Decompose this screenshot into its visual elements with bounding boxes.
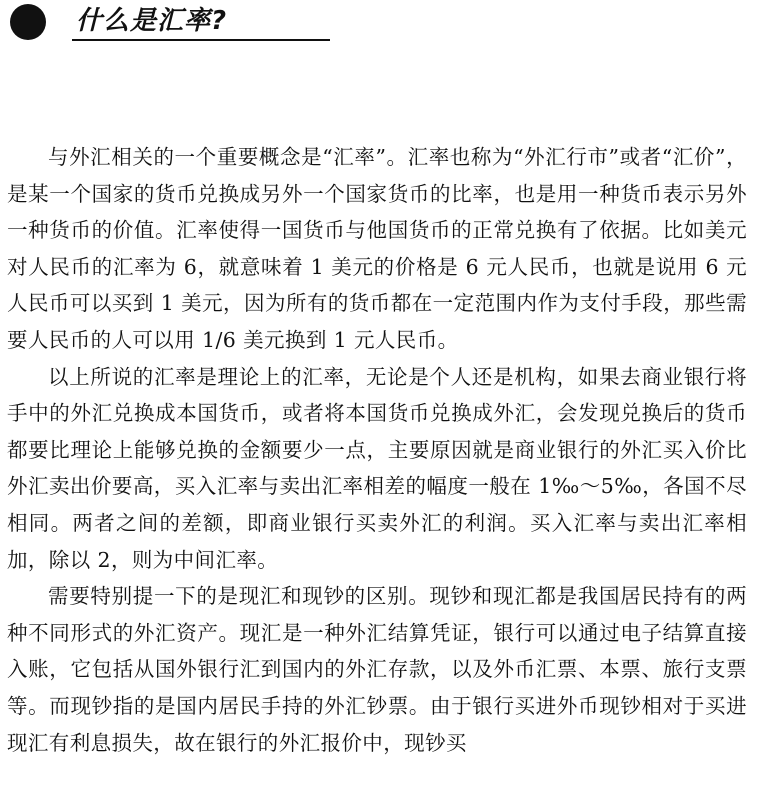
- bullet-icon: [10, 4, 46, 40]
- section-heading: [10, 2, 330, 42]
- paragraph-exchange-rate-definition: 与外汇相关的一个重要概念是“汇率”。汇率也称为“外汇行市”或者“汇价”，是某一个国家的货币兑换成另外一个国家货币的比率，也是用一种货币表示另外一种货币的价值。汇率使得一国货币与他国货币的正常兑换有了依据。比如美元对人民币的汇率为 6，就意味着 1 美元的价格是 6 元人民币，也就是说用 6 元人民币可以买到 1 美元，因为所有的货币都在一定范围内作为支付手段，那些需要人民币的人可以用 1/6 美元换到 1 元人民币。: [7, 145, 747, 352]
- title-underline: [72, 39, 330, 41]
- article-body: [7, 139, 747, 761]
- section-title: 什么是汇率?: [76, 6, 228, 36]
- paragraph-bank-spread: 以上所说的汇率是理论上的汇率，无论是个人还是机构，如果去商业银行将手中的外汇兑换成本国货币，或者将本国货币兑换成外汇，会发现兑换后的货币都要比理论上能够兑换的金额要少一点，主要原因就是商业银行的外汇买入价比外汇卖出价要高，买入汇率与卖出汇率相差的幅度一般在 1‰～5‰，各国不尽相同。两者之间的差额，即商业银行买卖外汇的利润。买入汇率与卖出汇率相加，除以 2，则为中间汇率。: [7, 364, 747, 572]
- paragraph-cash-vs-remittance: 需要特别提一下的是现汇和现钞的区别。现钞和现汇都是我国居民持有的两种不同形式的外汇资产。现汇是一种外汇结算凭证，银行可以通过电子结算直接入账，它包括从国外银行汇到国内的外汇存款，以及外币汇票、本票、旅行支票等。而现钞指的是国内居民手持的外汇钞票。由于银行买进外币现钞相对于买进现汇有利息损失，故在银行的外汇报价中，现钞买: [7, 584, 747, 755]
